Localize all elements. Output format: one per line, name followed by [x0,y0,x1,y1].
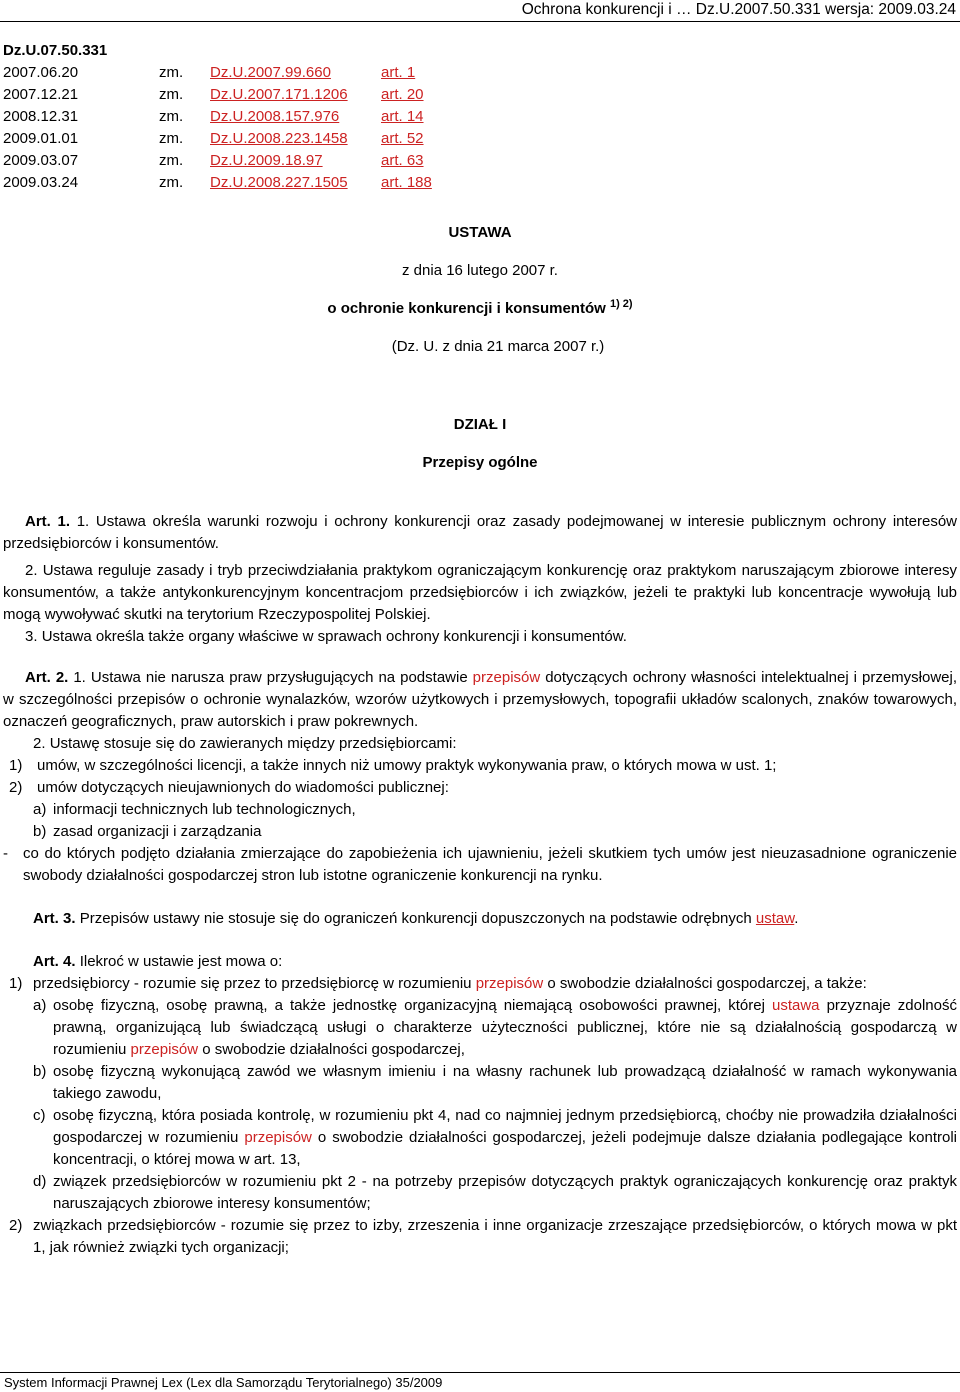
art4-sub-a-text-c: o swobodzie działalności gospodarczej, [202,1041,465,1058]
art2-par1 [3,667,957,733]
act-identifier: Dz.U.07.50.331 [3,42,108,59]
amendment-type-cell [159,84,210,106]
art4-item1-text-b: o swobodzie działalności gospodarczej, a także: [547,975,867,992]
art2-item1-num: 1) [9,757,23,774]
art4-item1-text-a: przedsiębiorcy - rozumie się przez to przedsiębiorcę w rozumieniu [33,975,472,992]
art1-par3 [3,626,957,648]
amendment-art-cell [381,128,432,150]
amendment-art-link[interactable]: art. 20 [381,86,424,103]
amendment-ref-link[interactable]: Dz.U.2007.171.1206 [210,86,348,103]
division-name: Przepisy ogólne [422,454,538,471]
amendment-date: 2009.03.24 [3,174,79,191]
amendment-art-link[interactable]: art. 1 [381,64,416,81]
amendment-row [3,150,432,172]
amendment-ref-link[interactable]: Dz.U.2009.18.97 [210,152,323,169]
amendment-date: 2009.03.07 [3,152,79,169]
art4-item2-num: 2) [9,1217,23,1234]
art4-sub-c-text-b: o swobodzie działalności gospodarczej, jeżeli podejmuje dalsze działania podlegające kontroli koncentracji, o której mowa w art. 13, [53,1129,958,1168]
art2-dash-mark: - [3,845,8,862]
amendment-ref-link[interactable]: Dz.U.2008.227.1505 [210,174,348,191]
amendment-type: zm. [159,86,184,103]
art2-item1-text: umów, w szczególności licencji, a także innych niż umowy praktyk wykonywania praw, o których mowa w ust. 1; [37,757,777,774]
art2-item2-num: 2) [9,779,23,796]
art4-sub-a [3,995,957,1061]
art3 [3,908,957,930]
art1-par2-text: Ustawa reguluje zasady i tryb przeciwdziałania praktykom ograniczającym konkurencję oraz praktykom naruszającym zbiorowe interesy konsumentów, a także antykonkurencyjnym koncentracjom przedsiębiorców i ich związków, jeżeli te praktyki lub koncentracje wywołują lub mogą wywoływać skutki na terytorium Rzeczypospolitej Polskiej. [3,562,957,623]
amendment-row [3,128,432,150]
art4-sub-b-num: b) [33,1063,47,1080]
art4-sub-b-text: osobę fizyczną wykonującą zawód we własnym imieniu i na własny rachunek lub prowadzącą działalność w ramach wykonywania takiego zawodu, [53,1063,957,1102]
amendment-date-cell [3,84,159,106]
amendment-row [3,84,432,106]
act-title-text: o ochronie konkurencji i konsumentów [327,300,606,317]
amendment-date-cell [3,172,159,194]
art4-intro-text: Ilekroć w ustawie jest mowa o: [79,953,283,970]
art2-sub-a-text: informacji technicznych lub technologicznych, [53,801,356,818]
amendment-ref-link[interactable]: Dz.U.2008.157.976 [210,108,340,125]
amendment-date-cell [3,106,159,128]
art2-item2-text: umów dotyczących nieujawnionych do wiadomości publicznej: [37,779,449,796]
amendment-type: zm. [159,130,184,147]
art1-label: Art. 1. [25,513,71,530]
art4-sub-d-num: d) [33,1173,47,1190]
art2-item1 [3,755,957,777]
amendment-ref-cell [210,84,381,106]
art1-par1 [3,511,957,555]
document-body [3,40,957,1259]
art4-item2 [3,1215,957,1259]
art4-sub-a-text-b: przyznaje zdolność prawną, organizującą lub świadczącą usługi o charakterze użyteczności publicznej, które nie są działalnością gospodarczą w rozumieniu [53,997,957,1058]
art2-label: Art. 2. [25,669,69,686]
amendment-type: zm. [159,152,184,169]
art4-intro [3,951,957,973]
amendment-ref-link[interactable]: Dz.U.2007.99.660 [210,64,331,81]
amendment-ref-cell [210,106,381,128]
amendment-row [3,172,432,194]
art4-sub-b [3,1061,957,1105]
amendment-art-cell [381,84,432,106]
amendment-art-cell [381,62,432,84]
act-type: USTAWA [448,224,512,241]
link-ustaw[interactable]: ustaw [755,910,795,927]
amendment-date: 2007.06.20 [3,64,79,81]
footnote-refs: 1) 2) [609,298,633,310]
art2-dash-text: co do których podjęto działania zmierzające do zapobieżenia ich ujawnieniu, jeżeli skutkiem tych umów jest nieuzasadnione ograniczenie swobody działalności gospodarczej stron lub istotne ograniczenie konkurencji na rynku. [23,845,957,884]
art4-sub-d [3,1171,957,1215]
amendment-art-cell [381,172,432,194]
act-source: (Dz. U. z dnia 21 marca 2007 r.) [391,338,605,355]
link-ustawa[interactable]: ustawa [771,997,820,1014]
art2-par1-num: 1. [73,669,86,686]
art2-sub-a [3,799,957,821]
amendment-ref-cell [210,128,381,150]
art2-sub-b-text: zasad organizacji i zarządzania [53,823,262,840]
art4-sub-a-text-a: osobę fizyczną, osobę prawną, a także jednostkę organizacyjną niemającą osobowości prawnej, której [53,997,765,1014]
amendment-type-cell [159,106,210,128]
art2-sub-a-num: a) [33,801,47,818]
amendment-type-cell [159,128,210,150]
art2-par2 [3,733,957,755]
amendment-art-link[interactable]: art. 14 [381,108,424,125]
amendment-type: zm. [159,108,184,125]
art1-par2 [3,560,957,626]
art4-label: Art. 4. [33,953,76,970]
art2-par2-num: 2. [33,735,46,752]
art1-par3-text: Ustawa określa także organy właściwe w sprawach ochrony konkurencji i konsumentów. [41,628,627,645]
link-przepisow-2[interactable]: przepisów [475,975,544,992]
art4-item2-text: związkach przedsiębiorców - rozumie się przez to izby, zrzeszenia i inne organizacje zrzeszające przedsiębiorców, o których mowa w pkt 1, jak również związki tych organizacji; [33,1217,957,1256]
art2-par2-text: Ustawę stosuje się do zawieranych między przedsiębiorcami: [49,735,457,752]
amendment-date-cell [3,128,159,150]
art1-par2-num: 2. [25,562,38,579]
amendment-type-cell [159,62,210,84]
amendment-date-cell [3,62,159,84]
art2-sub-b-num: b) [33,823,47,840]
art2-par1-text-a: Ustawa nie narusza praw przysługujących na podstawie [90,669,468,686]
link-przepisow-4[interactable]: przepisów [244,1129,312,1146]
amendment-art-link[interactable]: art. 188 [381,174,432,191]
link-przepisow-3[interactable]: przepisów [130,1041,199,1058]
art4-sub-d-text: związek przedsiębiorców w rozumieniu pkt 2 - na potrzeby przepisów dotyczących praktyk ograniczających konkurencję oraz praktyk naruszających zbiorowe interesy konsumentów; [53,1173,957,1212]
art4-item1 [3,973,957,995]
act-title [3,298,957,320]
act-date: z dnia 16 lutego 2007 r. [402,262,558,279]
art2-dash [3,843,957,887]
amendment-history-table [3,62,432,194]
art4-sub-a-num: a) [33,997,47,1014]
amendment-row [3,106,432,128]
art3-label: Art. 3. [33,910,76,927]
amendment-type: zm. [159,64,184,81]
header-rule [0,21,960,22]
art4-sub-c [3,1105,957,1171]
amendment-date: 2007.12.21 [3,86,79,103]
amendment-ref-link[interactable]: Dz.U.2008.223.1458 [210,130,348,147]
division-label: DZIAŁ I [453,416,507,433]
amendment-art-cell [381,150,432,172]
amendment-art-link[interactable]: art. 52 [381,130,424,147]
amendment-ref-cell [210,62,381,84]
amendment-art-link[interactable]: art. 63 [381,152,424,169]
amendment-ref-cell [210,150,381,172]
amendment-ref-cell [210,172,381,194]
amendment-art-cell [381,106,432,128]
art3-end: . [794,910,799,927]
amendment-date: 2008.12.31 [3,108,79,125]
page-footer: System Informacji Prawnej Lex (Lex dla Samorządu Terytorialnego) 35/2009 [4,1375,443,1390]
art2-par1-text-b: dotyczących ochrony własności intelektualnej i przemysłowej, w szczególności przepisów o ochronie wynalazków, wzorów użytkowych i przemysłowych, topografii układów scalonych, znaków towarowych, oznaczeń geograficznych, praw autorskich i praw pokrewnych. [3,669,958,730]
running-header: Ochrona konkurencji i … Dz.U.2007.50.331 wersja: 2009.03.24 [521,1,956,18]
link-przepisow[interactable]: przepisów [472,669,541,686]
footer-rule [0,1372,960,1373]
art4-item1-num: 1) [9,975,23,992]
amendment-date-cell [3,150,159,172]
art4-sub-c-num: c) [33,1107,46,1124]
amendment-type-cell [159,150,210,172]
art2-sub-b [3,821,957,843]
art4-sub-c-text-a: osobę fizyczną, która posiada kontrolę, w rozumieniu pkt 4, nad co najmniej jednym przedsiębiorcą, choćby nie prowadziła działalności gospodarczej w rozumieniu [53,1107,957,1146]
amendment-row [3,62,432,84]
art1-par1-num: 1. [76,513,90,530]
art1-par1-text: Ustawa określa warunki rozwoju i ochrony konkurencji oraz zasady podejmowanej w interesie publicznym ochrony interesów przedsiębiorców i konsumentów. [3,513,958,552]
amendment-type: zm. [159,174,184,191]
amendment-date: 2009.01.01 [3,130,79,147]
art1-par3-num: 3. [25,628,38,645]
art3-text: Przepisów ustawy nie stosuje się do ograniczeń konkurencji dopuszczonych na podstawie odrębnych [79,910,752,927]
art2-item2 [3,777,957,799]
amendment-type-cell [159,172,210,194]
